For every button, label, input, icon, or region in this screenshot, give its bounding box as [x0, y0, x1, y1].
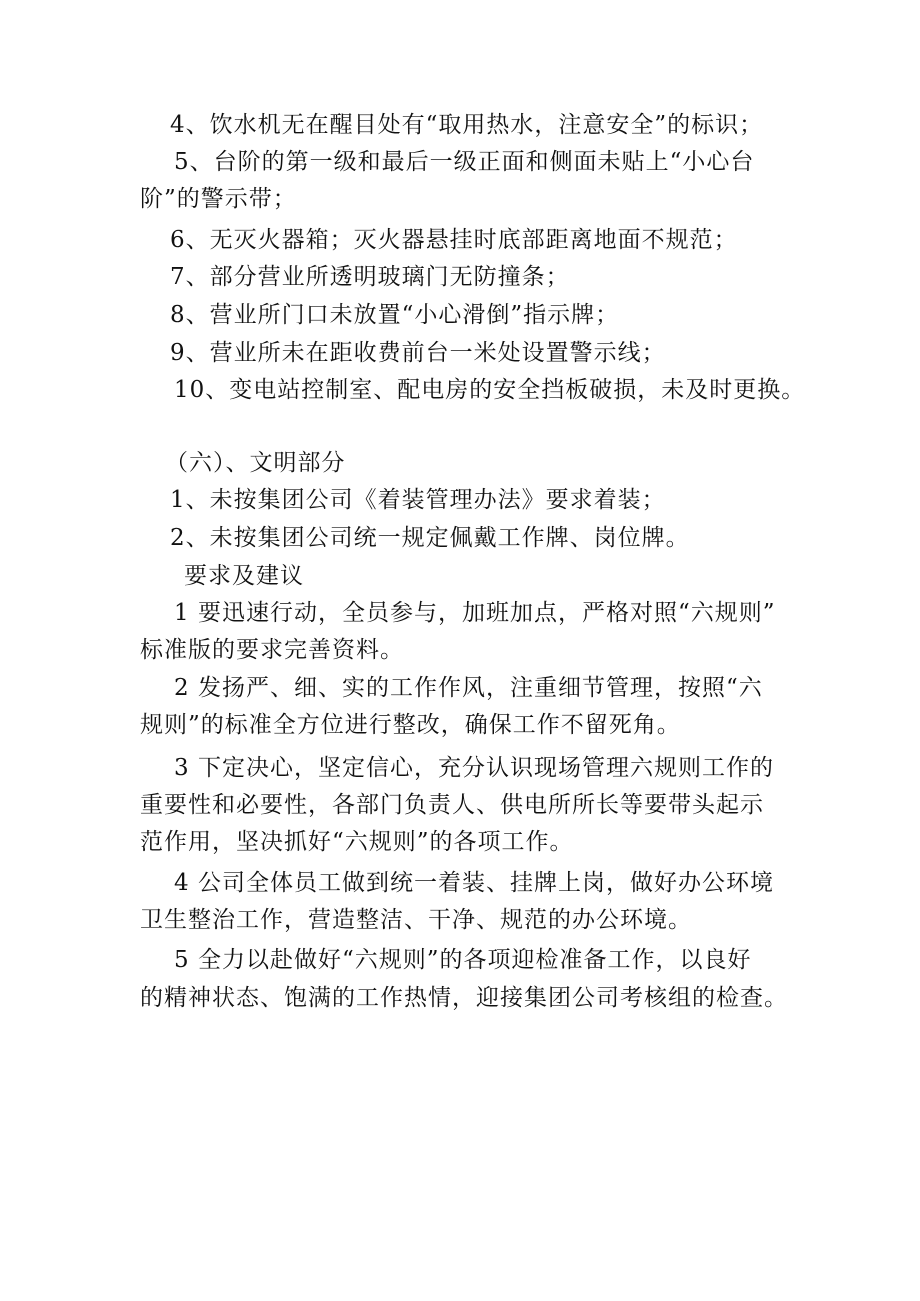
suggestion-3-line-3: 范作用，坚决抓好“六规则”的各项工作。 [140, 829, 574, 855]
suggestion-2-line-1: 2 发扬严、细、实的工作作风，注重细节管理，按照“六 [174, 675, 763, 701]
suggestion-3-line-1: 3 下定决心，坚定信心，充分认识现场管理六规则工作的 [174, 755, 774, 781]
section-heading-civilization: （六）、文明部分 [165, 450, 346, 476]
safety-item-5-continued: 阶”的警示带； [140, 186, 297, 212]
suggestion-2-line-2: 规则”的标准全方位进行整改，确保工作不留死角。 [140, 712, 681, 738]
suggestion-4-line-2: 卫生整治工作，营造整洁、干净、规范的办公环境。 [140, 907, 692, 933]
civilization-item-1: 1、未按集团公司《着装管理办法》要求着装； [170, 487, 666, 513]
safety-item-8: 8、营业所门口未放置“小心滑倒”指示牌； [170, 302, 620, 328]
suggestion-5-line-2: 的精神状态、饱满的工作热情，迎接集团公司考核组的检查。 [140, 985, 788, 1011]
civilization-item-2: 2、未按集团公司统一规定佩戴工作牌、岗位牌。 [170, 525, 690, 551]
suggestion-1-line-1: 1 要迅速行动，全员参与，加班加点，严格对照“六规则” [174, 600, 776, 626]
safety-item-10: 10、变电站控制室、配电房的安全挡板破损，未及时更换。 [174, 377, 806, 403]
safety-item-5: 5、台阶的第一级和最后一级正面和侧面未贴上“小心台 [174, 149, 755, 175]
safety-item-7: 7、部分营业所透明玻璃门无防撞条； [170, 264, 570, 290]
suggestion-1-line-2: 标准版的要求完善资料。 [140, 637, 404, 663]
suggestion-3-line-2: 重要性和必要性，各部门负责人、供电所所长等要带头起示 [140, 792, 764, 818]
section-heading-suggestions: 要求及建议 [184, 563, 304, 589]
suggestion-5-line-1: 5 全力以赴做好“六规则”的各项迎检准备工作，以良好 [174, 947, 752, 973]
safety-item-4: 4、饮水机无在醒目处有“取用热水，注意安全”的标识； [170, 112, 764, 138]
safety-item-9: 9、营业所未在距收费前台一米处设置警示线； [170, 340, 666, 366]
suggestion-4-line-1: 4 公司全体员工做到统一着装、挂牌上岗，做好办公环境 [174, 870, 774, 896]
safety-item-6: 6、无灭火器箱；灭火器悬挂时底部距离地面不规范； [170, 227, 738, 253]
